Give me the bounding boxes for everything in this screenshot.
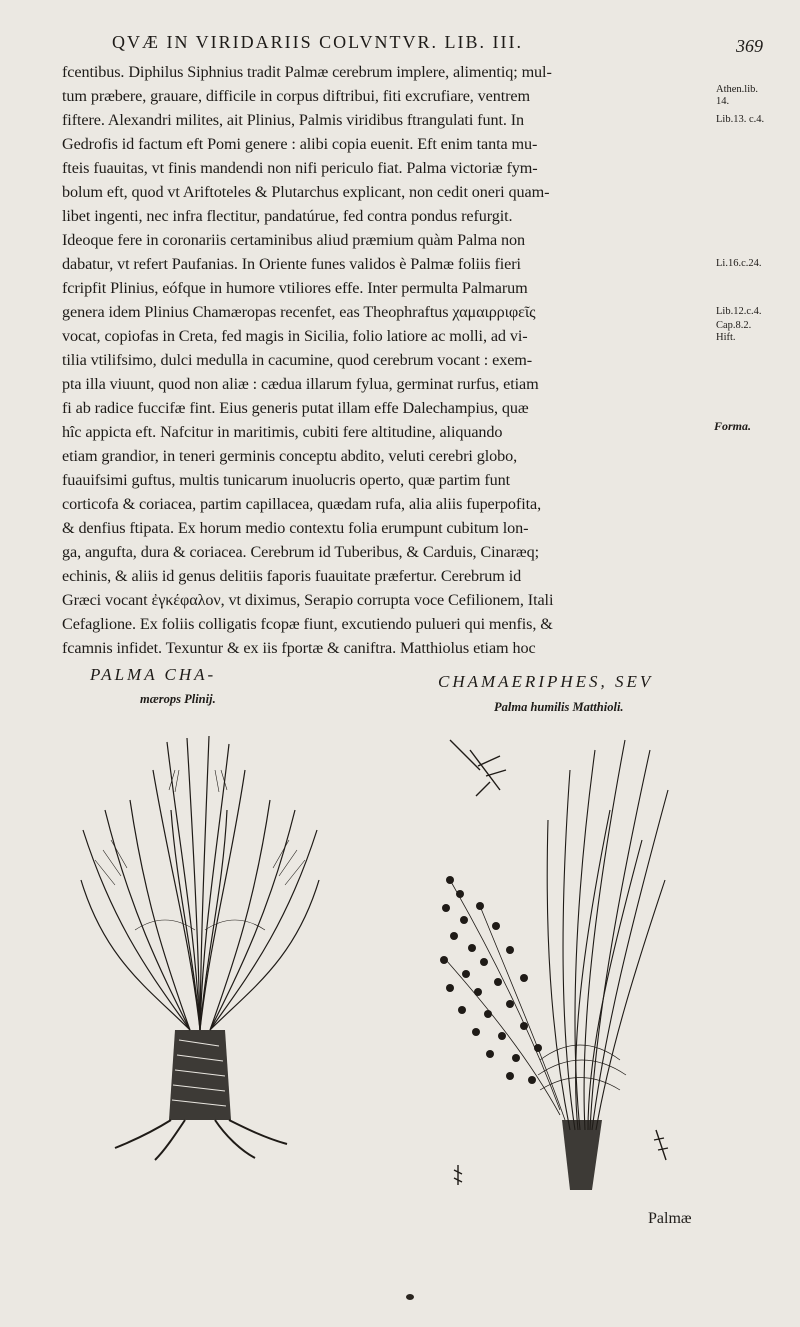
text-line: fuauifsimi guftus, multis tunicarum inuolucris operto, quæ partim funt	[62, 471, 510, 489]
text-line: fteis fuauitas, vt finis mandendi non nifi periculo fiat. Palma victoriæ fym-	[62, 159, 538, 177]
text-line: Græci vocant ἐγκέφαλον, vt diximus, Serapio corrupta voce Cefilionem, Itali	[62, 591, 554, 609]
text-line: tilia vtilifsimo, dulci medulla in cacumine, quod cerebrum vocant : exem-	[62, 351, 533, 369]
palma-humilis-illustration	[420, 730, 690, 1200]
margin-note-athenaeus	[716, 84, 758, 108]
margin-note-sub: Hift.	[716, 332, 736, 343]
text-line: fi ab radice fuccifæ fint. Eius generis putat illam effe Dalechampius, quæ	[62, 399, 529, 417]
text-line: libet ingenti, nec infra flectitur, pandatúrue, fed contra pondus refurgit.	[62, 207, 513, 225]
margin-note-lib13: Lib.13. c.4.	[716, 114, 765, 125]
catchword: Palmæ	[648, 1210, 692, 1227]
ornament-mark	[406, 1294, 414, 1300]
text-line: corticofa & coriacea, partim capillacea, quædam rufa, alia aliis fuperpofita,	[62, 495, 542, 513]
margin-note-forma: Forma.	[714, 419, 752, 433]
figure-left-caption: PALMA CHA-	[90, 665, 217, 684]
text-line: dabatur, vt refert Paufanias. In Oriente funes validos è Palmæ foliis fieri	[62, 255, 521, 273]
margin-note-cap8	[716, 320, 751, 344]
text-line: genera idem Plinius Chamæropas recenfet, eas Theophraftus χαμαιρριφεῖς	[62, 303, 536, 321]
text-line: tum præbere, grauare, difficile in corpus diftribui, fiti excrufiare, ventrem	[62, 87, 531, 105]
margin-note-text: Cap.8.2.	[716, 320, 752, 331]
figure-right-caption: CHAMAERIPHES, SEV	[438, 672, 654, 691]
text-line: bolum eft, quod vt Ariftoteles & Plutarchus explicant, non cedit oneri quam-	[62, 183, 550, 201]
text-line: vocat, copiofas in Creta, fed magis in Sicilia, folio latiore ac molli, ad vi-	[62, 327, 528, 345]
margin-note-sub: 14.	[716, 96, 730, 107]
figure-right-caption-sub: Palma humilis Matthioli.	[494, 700, 624, 714]
trunk	[562, 1120, 602, 1190]
text-line: hîc appicta eft. Nafcitur in maritimis, cubiti fere altitudine, aliquando	[62, 423, 503, 441]
margin-note-li16: Li.16.c.24.	[716, 258, 762, 269]
text-line: fiftere. Alexandri milites, ait Plinius, Palmis viridibus ftrangulati funt. In	[62, 111, 525, 129]
text-line: echinis, & aliis id genus delitiis faporis fuauitate præfertur. Cerebrum id	[62, 567, 522, 585]
text-line: Ideoque fere in coronariis certaminibus aliud præmium quàm Palma non	[62, 231, 525, 249]
text-line: fcamnis infidet. Texuntur & ex iis fportæ & caniftra. Matthiolus etiam hoc	[62, 639, 536, 657]
text-line: & denfius ftipata. Ex horum medio contextu folia erumpunt cubitum lon-	[62, 519, 529, 537]
text-line: Gedrofis id factum eft Pomi genere : alibi copia euenit. Eft enim tanta mu-	[62, 135, 538, 153]
text-line: ga, angufta, dura & coriacea. Cerebrum id Tuberibus, & Carduis, Cinaræq;	[62, 543, 539, 561]
margin-note-text: Athen.lib.	[716, 84, 758, 95]
text-line: pta illa viuunt, quod non aliæ : cædua illarum fylua, germinat rurfus, etiam	[62, 375, 539, 393]
text-line: fcentibus. Diphilus Siphnius tradit Palmæ cerebrum implere, alimentiq; mul-	[62, 63, 552, 81]
margin-note-lib12: Lib.12.c.4.	[716, 306, 762, 317]
page-number: 369	[736, 36, 763, 56]
palm-chamaerops-illustration	[75, 730, 325, 1170]
text-line: fcripfit Plinius, eófque in humore vtiliores effe. Inter permulta Palmarum	[62, 279, 528, 297]
text-line: etiam grandior, in teneri germinis conceptu abdito, veluti cerebri globo,	[62, 447, 518, 465]
running-head: QVÆ IN VIRIDARIIS COLVNTVR. LIB. III.	[112, 32, 523, 52]
text-line: Cefaglione. Ex foliis colligatis fcopæ fiunt, excutiendo pulueri qui menfis, &	[62, 615, 553, 633]
figure-left-caption-sub: mærops Plinij.	[140, 692, 216, 706]
